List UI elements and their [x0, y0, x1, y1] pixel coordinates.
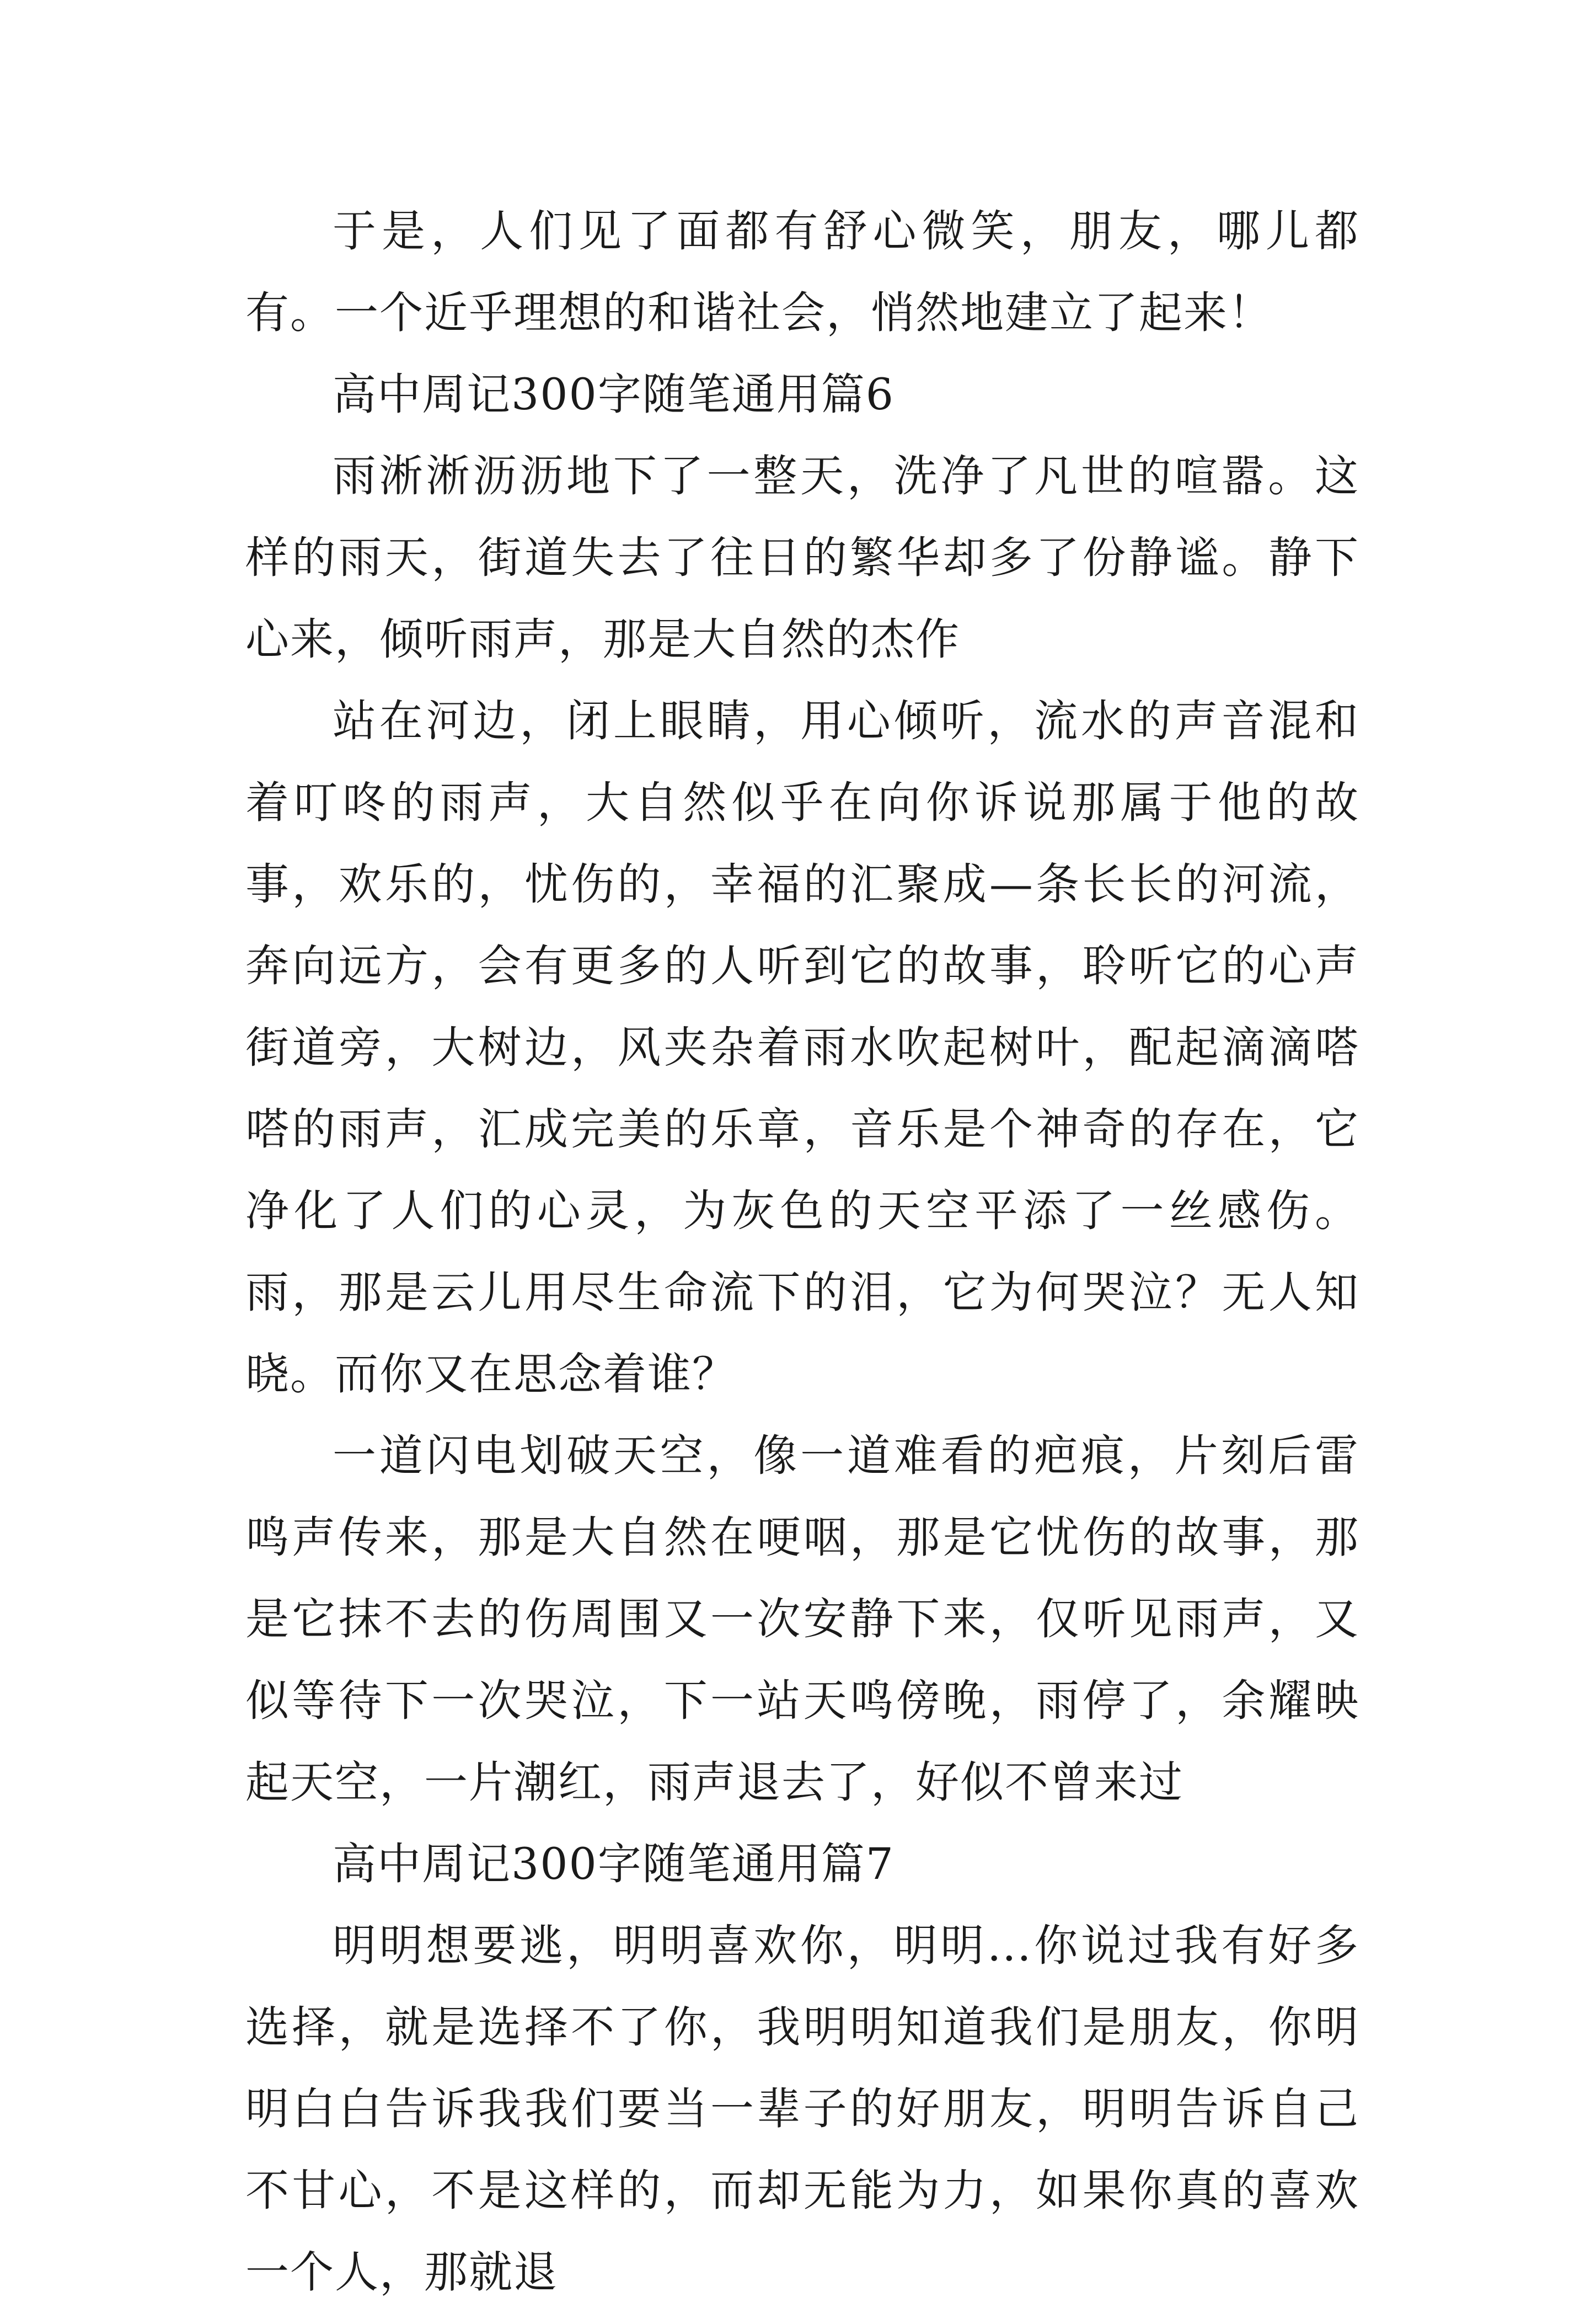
- paragraph: 站在河边，闭上眼睛，用心倾听，流水的声音混和着叮咚的雨声，大自然似乎在向你诉说那属于他的故事，欢乐的，忧伤的，幸福的汇聚成—条长长的河流，奔向远方，会有更多的人听到它的故事，聆听它的心声街道旁，大树边，风夹杂着雨水吹起树叶，配起滴滴嗒嗒的雨声，汇成完美的乐章，音乐是个神奇的存在，它净化了人们的心灵，为灰色的天空平添了一丝感伤。雨，那是云儿用尽生命流下的泪，它为何哭泣？无人知晓。而你又在思念着谁？: [245, 696, 1359, 1399]
- paragraph: 于是，人们见了面都有舒心微笑，朋友，哪儿都有。一个近乎理想的和谐社会，悄然地建立了起来！: [245, 206, 1359, 338]
- paragraph: 明明想要逃，明明喜欢你，明明...你说过我有好多选择，就是选择不了你，我明明知道我们是朋友，你明明白白告诉我我们要当一辈子的好朋友，明明告诉自己不甘心，不是这样的，而却无能为力，如果你真的喜欢一个人，那就退: [245, 1920, 1359, 2298]
- document-body: [245, 190, 1359, 2313]
- section-heading: 高中周记300字随笔通用篇6: [333, 369, 895, 420]
- section-heading: 高中周记300字随笔通用篇7: [333, 1839, 895, 1889]
- paragraph: 雨淅淅沥沥地下了一整天，洗净了凡世的喧嚣。这样的雨天，街道失去了往日的繁华却多了份静谧。静下心来，倾听雨声，那是大自然的杰作: [245, 451, 1359, 665]
- paragraph: 一道闪电划破天空，像一道难看的疤痕，片刻后雷鸣声传来，那是大自然在哽咽，那是它忧伤的故事，那是它抹不去的伤周围又一次安静下来，仅听见雨声，又似等待下一次哭泣，下一站天鸣傍晚，雨停了，余耀映起天空，一片潮红，雨声退去了，好似不曾来过: [245, 1430, 1359, 1808]
